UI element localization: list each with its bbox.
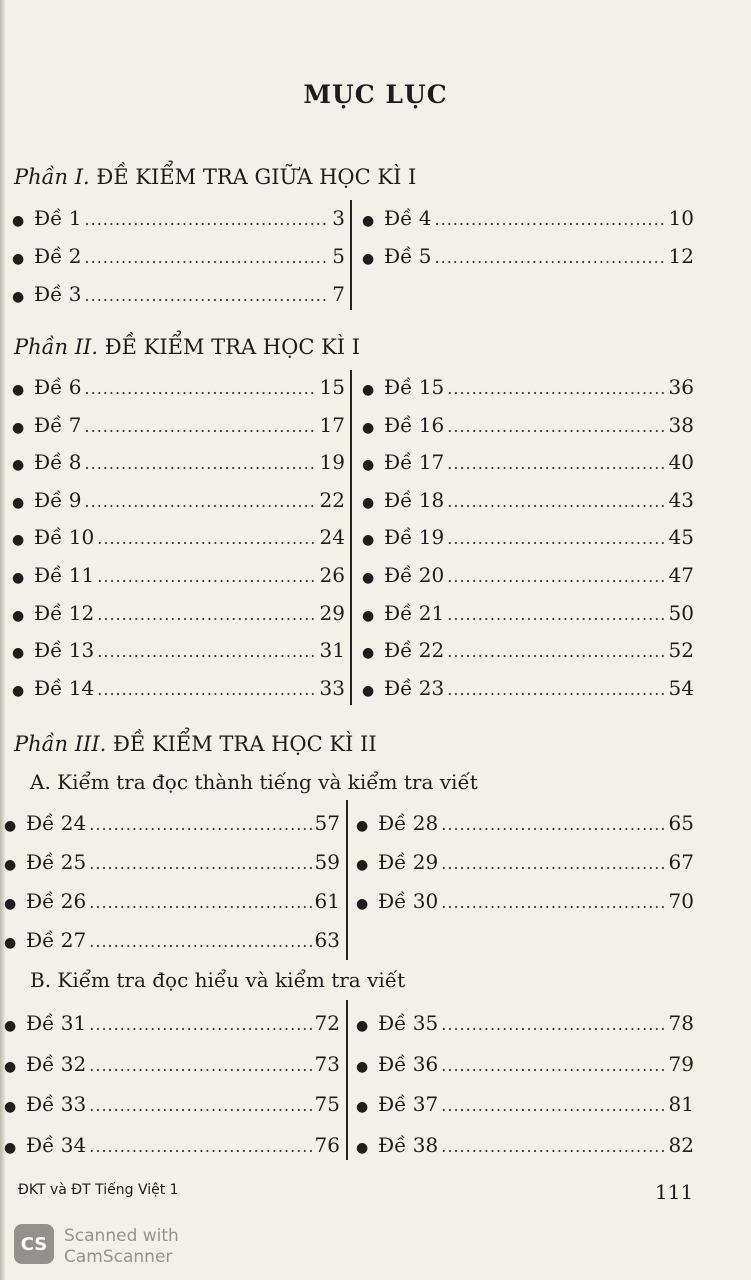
dot-leader: [89, 888, 311, 918]
toc-entry-label: Đề 6: [34, 375, 82, 399]
toc-entry-page: 54: [668, 675, 694, 700]
bullet-icon: ●: [4, 1018, 17, 1034]
toc-entry: [362, 241, 694, 271]
bullet-icon: ●: [4, 857, 17, 873]
part-2-prefix: Phần II.: [14, 335, 98, 359]
dot-leader: [89, 1091, 311, 1121]
part-1-heading: [14, 165, 416, 189]
toc-entry-label: Đề 33: [26, 1092, 87, 1116]
dot-leader: [441, 1051, 665, 1081]
toc-entry: [4, 847, 340, 877]
toc-entry-label: Đề 20: [384, 563, 445, 587]
bullet-icon: ●: [12, 682, 25, 699]
bullet-icon: ●: [12, 382, 25, 398]
dot-leader: [85, 487, 317, 517]
toc-entry: [4, 1089, 340, 1119]
toc-entry-label: Đề 23: [384, 675, 445, 700]
toc-entry-label: Đề 7: [34, 412, 82, 437]
bullet-icon: ●: [356, 818, 369, 834]
column-divider: [350, 370, 352, 705]
dot-leader: [85, 243, 330, 273]
dot-leader: [447, 524, 665, 554]
dot-leader: [89, 1132, 311, 1162]
bullet-icon: ●: [356, 896, 369, 912]
toc-entry: [356, 1049, 694, 1079]
toc-entry: [12, 279, 345, 309]
dot-leader: [89, 810, 311, 840]
dot-leader: [447, 374, 665, 404]
bullet-icon: ●: [12, 532, 25, 549]
toc-entry-label: Đề 1: [34, 206, 82, 230]
toc-entry-label: Đề 3: [34, 282, 82, 306]
bullet-icon: ●: [12, 607, 25, 624]
toc-entry: [12, 560, 345, 590]
toc-entry-page: 76: [314, 1132, 340, 1157]
toc-entry-page: 5: [332, 244, 345, 268]
part-3-prefix: Phần III.: [14, 732, 107, 756]
toc-entry-page: 19: [319, 450, 345, 475]
part-2-title: ĐỀ KIỂM TRA HỌC KÌ I: [104, 335, 361, 359]
toc-entry-page: 45: [668, 525, 694, 550]
bullet-icon: ●: [356, 1139, 369, 1156]
bullet-icon: ●: [362, 607, 375, 624]
column-divider: [346, 1000, 348, 1160]
dot-leader: [447, 600, 665, 630]
toc-entry-label: Đề 26: [26, 889, 87, 913]
toc-entry-label: Đề 4: [384, 206, 432, 230]
bullet-icon: ●: [12, 494, 25, 511]
bullet-icon: ●: [4, 1058, 17, 1075]
bullet-icon: ●: [12, 457, 25, 474]
toc-entry-page: 22: [319, 487, 345, 512]
toc-entry-label: Đề 13: [34, 638, 95, 663]
bullet-icon: ●: [356, 1099, 369, 1115]
toc-entry-label: Đề 14: [34, 675, 95, 700]
dot-leader: [89, 1051, 311, 1081]
toc-entry-label: Đề 2: [34, 244, 82, 268]
toc-entry-page: 10: [668, 206, 694, 230]
toc-entry: [12, 522, 345, 552]
page-title: MỤC LỤC: [303, 80, 448, 109]
toc-entry: [4, 808, 340, 838]
dot-leader: [441, 1091, 665, 1121]
watermark-line-1: Scanned with: [64, 1226, 179, 1246]
toc-entry-label: Đề 36: [378, 1051, 439, 1076]
toc-entry-page: 79: [668, 1051, 694, 1076]
part-1-title: ĐỀ KIỂM TRA GIỮA HỌC KÌ I: [96, 165, 417, 189]
toc-entry-label: Đề 29: [378, 850, 439, 874]
dot-leader: [435, 243, 666, 273]
dot-leader: [447, 562, 665, 592]
dot-leader: [89, 1010, 311, 1040]
dot-leader: [447, 487, 665, 517]
toc-entry-page: 12: [668, 244, 694, 268]
toc-entry-label: Đề 18: [384, 487, 445, 512]
toc-entry: [12, 241, 345, 271]
part-3-heading: [14, 732, 377, 756]
toc-entry-label: Đề 34: [26, 1132, 87, 1157]
toc-entry-label: Đề 38: [378, 1132, 439, 1157]
toc-entry: [12, 598, 345, 628]
dot-leader: [85, 412, 317, 442]
dot-leader: [441, 849, 665, 879]
bullet-icon: ●: [362, 532, 375, 549]
toc-entry: [362, 203, 694, 233]
dot-leader: [97, 600, 316, 630]
dot-leader: [435, 205, 666, 235]
subsection-a-title: A. Kiểm tra đọc thành tiếng và kiểm tra viết: [30, 770, 478, 794]
bullet-icon: ●: [362, 213, 375, 229]
dot-leader: [441, 1132, 665, 1162]
toc-entry-page: 43: [668, 487, 694, 512]
toc-entry-label: Đề 27: [26, 928, 87, 952]
bullet-icon: ●: [356, 1058, 369, 1075]
part-3-title: ĐỀ KIỂM TRA HỌC KÌ II: [112, 732, 377, 756]
toc-entry-label: Đề 19: [384, 525, 445, 550]
toc-entry-page: 61: [314, 889, 340, 913]
toc-entry-page: 59: [314, 850, 340, 874]
toc-entry: [12, 410, 345, 440]
toc-entry-page: 24: [319, 525, 345, 550]
toc-entry: [362, 372, 694, 402]
toc-entry-page: 29: [319, 600, 345, 625]
part-2-heading: [14, 335, 360, 359]
toc-entry: [362, 410, 694, 440]
dot-leader: [85, 205, 330, 235]
column-divider: [346, 800, 348, 960]
toc-entry: [4, 1008, 340, 1038]
toc-entry-label: Đề 12: [34, 600, 95, 625]
bullet-icon: ●: [362, 682, 375, 699]
toc-entry-label: Đề 10: [34, 525, 95, 550]
dot-leader: [441, 888, 665, 918]
toc-entry: [356, 886, 694, 916]
toc-entry-page: 70: [668, 889, 694, 913]
toc-entry: [4, 1049, 340, 1079]
toc-entry-page: 36: [668, 375, 694, 399]
toc-entry: [12, 203, 345, 233]
toc-entry: [362, 635, 694, 665]
toc-entry-page: 67: [668, 850, 694, 874]
bullet-icon: ●: [12, 289, 25, 305]
bullet-icon: ●: [12, 419, 25, 436]
toc-entry-label: Đề 28: [378, 811, 439, 835]
toc-entry-label: Đề 9: [34, 487, 82, 512]
toc-entry: [362, 560, 694, 590]
page-edge-shadow: [0, 0, 6, 1280]
toc-entry-label: Đề 32: [26, 1051, 87, 1076]
toc-entry-label: Đề 22: [384, 638, 445, 663]
toc-entry: [362, 447, 694, 477]
dot-leader: [97, 637, 316, 667]
toc-entry: [356, 1008, 694, 1038]
toc-entry-page: 57: [314, 811, 340, 835]
toc-entry-page: 38: [668, 412, 694, 437]
footer-book-title: ĐKT và ĐT Tiếng Việt 1: [18, 1182, 179, 1198]
bullet-icon: ●: [4, 896, 17, 912]
toc-entry: [362, 485, 694, 515]
part-1-prefix: Phần I.: [14, 165, 90, 189]
dot-leader: [441, 1010, 665, 1040]
toc-entry-page: 75: [314, 1092, 340, 1116]
toc-entry-label: Đề 30: [378, 889, 439, 913]
toc-entry-page: 15: [319, 375, 345, 399]
toc-entry: [4, 925, 340, 955]
bullet-icon: ●: [12, 645, 25, 662]
toc-entry: [4, 1130, 340, 1160]
toc-entry-page: 3: [332, 206, 345, 230]
dot-leader: [447, 637, 665, 667]
toc-entry-page: 33: [319, 675, 345, 700]
toc-entry: [12, 673, 345, 703]
bullet-icon: ●: [4, 935, 17, 951]
toc-entry-page: 72: [314, 1011, 340, 1035]
bullet-icon: ●: [362, 382, 375, 398]
toc-entry-label: Đề 35: [378, 1011, 439, 1035]
dot-leader: [447, 412, 665, 442]
bullet-icon: ●: [362, 251, 375, 267]
toc-entry: [362, 673, 694, 703]
toc-entry-page: 26: [319, 563, 345, 587]
bullet-icon: ●: [356, 857, 369, 873]
toc-entry-page: 40: [668, 450, 694, 475]
toc-entry-label: Đề 37: [378, 1092, 439, 1116]
toc-entry-label: Đề 25: [26, 850, 87, 874]
dot-leader: [85, 449, 317, 479]
dot-leader: [97, 524, 316, 554]
toc-entry-label: Đề 24: [26, 811, 87, 835]
bullet-icon: ●: [4, 1139, 17, 1156]
toc-entry-page: 47: [668, 563, 694, 587]
bullet-icon: ●: [362, 570, 375, 586]
bullet-icon: ●: [4, 818, 17, 834]
bullet-icon: ●: [12, 213, 25, 229]
toc-entry: [356, 808, 694, 838]
toc-entry-page: 78: [668, 1011, 694, 1035]
toc-entry-page: 17: [319, 412, 345, 437]
toc-entry: [356, 1089, 694, 1119]
column-divider: [350, 200, 352, 310]
toc-entry-label: Đề 21: [384, 600, 445, 625]
subsection-b-title: B. Kiểm tra đọc hiểu và kiểm tra viết: [30, 968, 406, 992]
dot-leader: [85, 374, 317, 404]
toc-entry-page: 31: [319, 638, 345, 663]
dot-leader: [85, 281, 330, 311]
toc-entry: [362, 522, 694, 552]
toc-entry-page: 52: [668, 638, 694, 663]
toc-entry-label: Đề 8: [34, 450, 82, 475]
toc-entry-label: Đề 11: [34, 563, 95, 587]
toc-entry-label: Đề 31: [26, 1011, 87, 1035]
toc-entry-label: Đề 17: [384, 450, 445, 475]
bullet-icon: ●: [362, 457, 375, 474]
bullet-icon: ●: [362, 419, 375, 436]
bullet-icon: ●: [12, 251, 25, 267]
toc-entry-page: 73: [314, 1051, 340, 1076]
bullet-icon: ●: [356, 1018, 369, 1034]
toc-entry: [362, 598, 694, 628]
toc-entry-label: Đề 15: [384, 375, 445, 399]
toc-entry-page: 65: [668, 811, 694, 835]
bullet-icon: ●: [12, 570, 25, 586]
toc-entry-page: 81: [668, 1092, 694, 1116]
toc-entry-label: Đề 5: [384, 244, 432, 268]
watermark-line-2: CamScanner: [64, 1247, 173, 1267]
toc-entry: [12, 372, 345, 402]
dot-leader: [89, 927, 311, 957]
toc-entry-page: 7: [332, 282, 345, 306]
toc-entry: [356, 1130, 694, 1160]
camscanner-watermark: [64, 1226, 179, 1268]
dot-leader: [89, 849, 311, 879]
bullet-icon: ●: [362, 494, 375, 511]
toc-entry: [356, 847, 694, 877]
toc-entry: [12, 485, 345, 515]
dot-leader: [97, 675, 316, 705]
toc-entry-page: 50: [668, 600, 694, 625]
dot-leader: [447, 449, 665, 479]
toc-entry: [4, 886, 340, 916]
footer-page-number: 111: [655, 1180, 694, 1204]
bullet-icon: ●: [4, 1099, 17, 1115]
toc-entry: [12, 447, 345, 477]
dot-leader: [447, 675, 665, 705]
bullet-icon: ●: [362, 645, 375, 662]
dot-leader: [441, 810, 665, 840]
toc-entry-label: Đề 16: [384, 412, 445, 437]
toc-entry-page: 63: [314, 928, 340, 952]
toc-entry: [12, 635, 345, 665]
toc-entry-page: 82: [668, 1132, 694, 1157]
camscanner-logo: CS: [14, 1224, 54, 1264]
dot-leader: [97, 562, 316, 592]
